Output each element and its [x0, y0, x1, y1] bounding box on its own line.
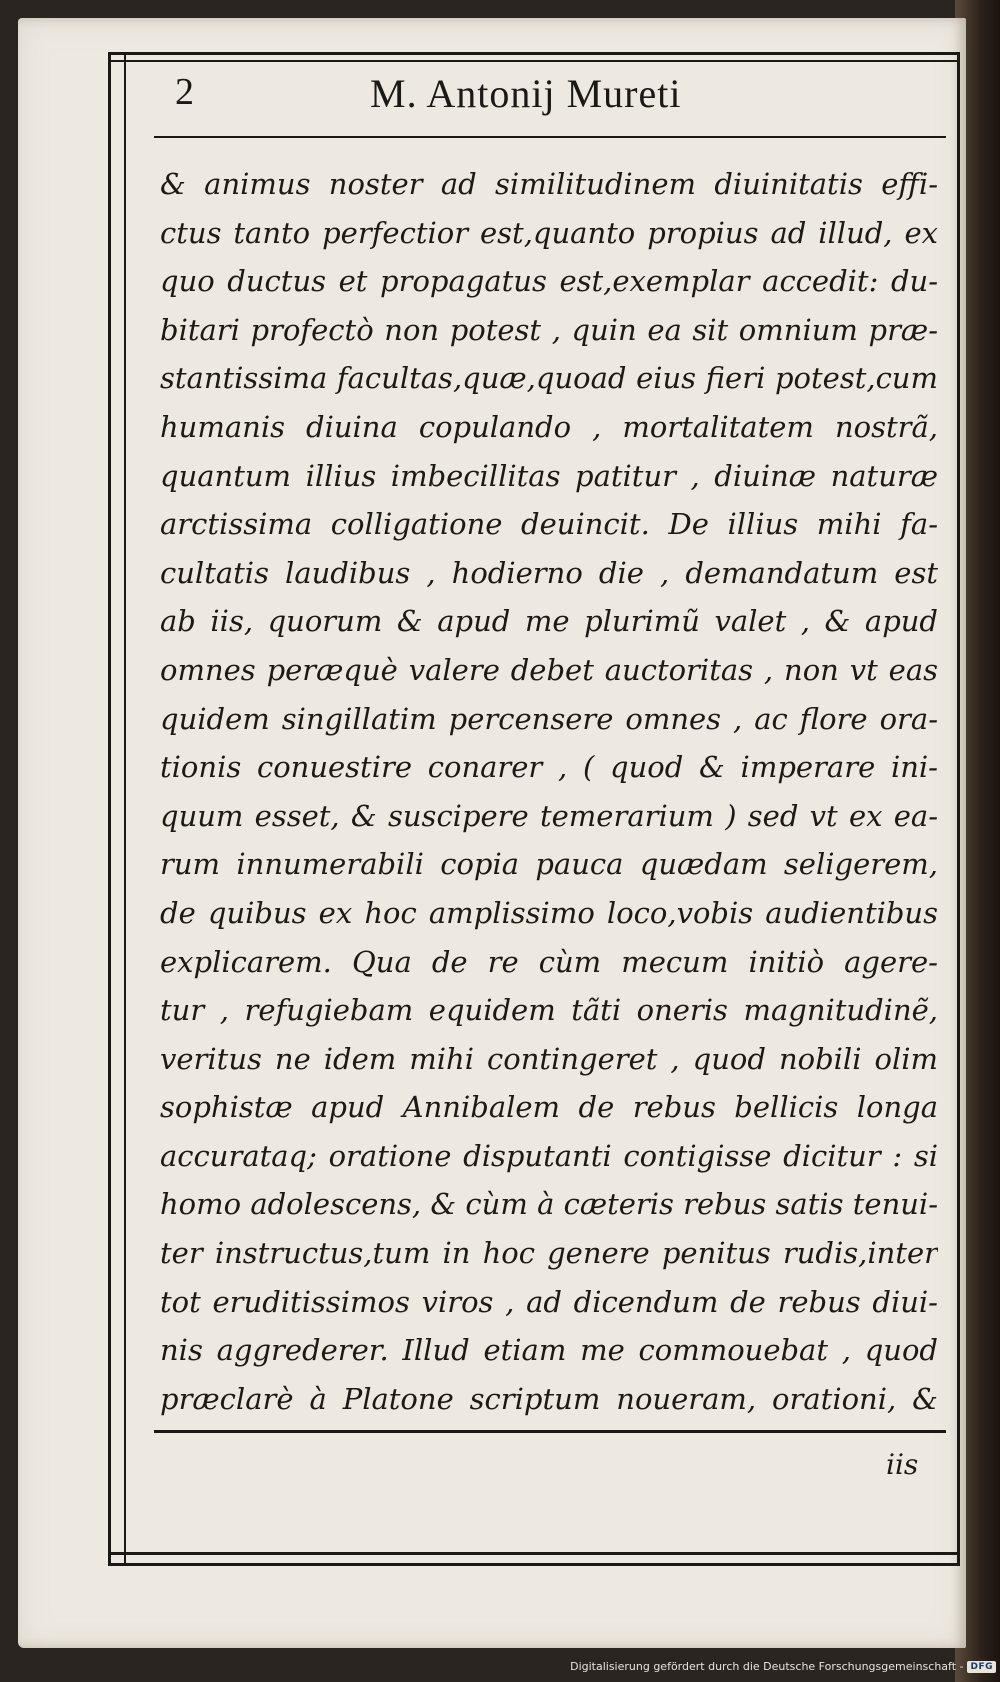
- text-line: ctus tanto perfectior est,quanto propius ad illud, ex: [160, 215, 938, 250]
- digitization-credit: [570, 1660, 996, 1673]
- text-line: bitari profectò non potest , quin ea sit omnium præ-: [160, 312, 938, 347]
- dfg-logo: DFG: [967, 1661, 996, 1673]
- footer-rule: [154, 1430, 946, 1433]
- text-line: homo adolescens, & cùm à cæteris rebus satis tenui-: [160, 1187, 938, 1222]
- page-border-bottom-rule: [108, 1552, 960, 1555]
- catchword: iis: [886, 1448, 919, 1481]
- digitization-credit-text: Digitalisierung gefördert durch die Deutsche Forschungsgemeinschaft -: [570, 1660, 964, 1673]
- text-line: quantum illius imbecillitas patitur , diuinæ naturæ: [160, 458, 938, 493]
- text-line: nis aggrederer. Illud etiam me commouebat , quod: [160, 1333, 938, 1368]
- text-line: tur , refugiebam equidem tãti oneris magnitudinẽ,: [160, 993, 938, 1028]
- text-line: humanis diuina copulando , mortalitatem nostrã,: [160, 409, 938, 444]
- page-border-inner-left-rule: [124, 52, 126, 1566]
- text-line: ter instructus,tum in hoc genere penitus rudis,inter: [160, 1236, 938, 1271]
- running-head-title: M. Antonij Mureti: [370, 71, 682, 116]
- page-number: 2: [175, 71, 194, 113]
- text-line: rum innumerabili copia pauca quædam seligerem,: [160, 847, 938, 882]
- text-line: quum esset, & suscipere temerarium ) sed vt ex ea-: [160, 798, 938, 833]
- text-line: arctissima colligatione deuincit. De illius mihi fa-: [160, 507, 938, 542]
- text-line: explicarem. Qua de re cùm mecum initiò agere-: [160, 944, 938, 979]
- text-line: de quibus ex hoc amplissimo loco,vobis audientibus: [160, 895, 938, 930]
- text-line: cultatis laudibus , hodierno die , demandatum est: [160, 555, 938, 590]
- body-text: [160, 160, 938, 1423]
- text-line: veritus ne idem mihi contingeret , quod nobili olim: [160, 1041, 938, 1076]
- text-line: stantissima facultas,quæ,quoad eius fieri potest,cum: [160, 361, 938, 396]
- text-line: tot eruditissimos viros , ad dicendum de rebus diui-: [160, 1284, 938, 1319]
- text-line: ab iis, quorum & apud me plurimũ valet , & apud: [160, 604, 938, 639]
- text-line: accurataq; oratione disputanti contigisse dicitur : si: [160, 1138, 938, 1173]
- header-rule: [154, 136, 946, 138]
- text-line: quidem singillatim percensere omnes , ac flore ora-: [160, 701, 938, 736]
- text-line: quo ductus et propagatus est,exemplar accedit: du-: [160, 264, 938, 299]
- text-line: omnes peræquè valere debet auctoritas , non vt eas: [160, 652, 938, 687]
- text-line: & animus noster ad similitudinem diuinitatis effi-: [160, 167, 938, 201]
- page-border-top-double-rule: [108, 60, 960, 62]
- text-line: sophistæ apud Annibalem de rebus bellicis longa: [160, 1090, 938, 1125]
- text-line: præclarè à Platone scriptum noueram, orationi, &: [160, 1381, 938, 1416]
- text-line: tionis conuestire conarer , ( quod & imperare ini-: [160, 750, 938, 785]
